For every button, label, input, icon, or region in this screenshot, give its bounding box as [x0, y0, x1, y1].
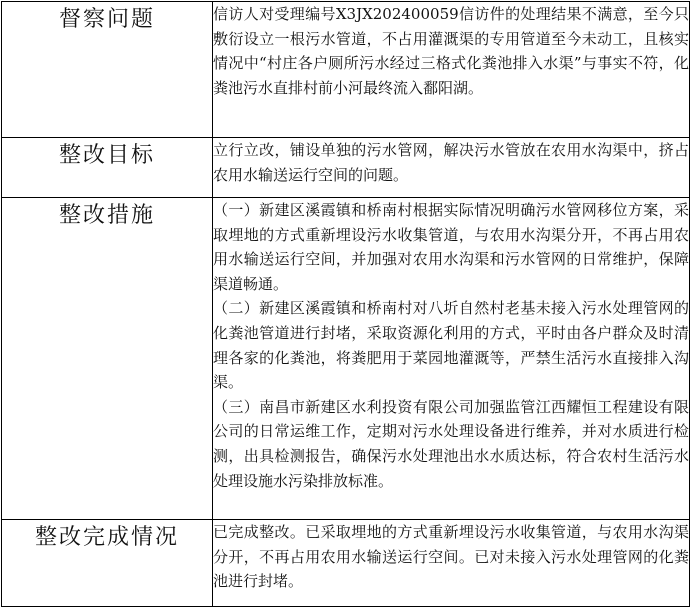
row-completion-status	[2, 520, 690, 607]
row-rectification-measures	[2, 198, 690, 520]
issue-paragraph: 信访人对受理编号X3JX202400059信访件的处理结果不满意，至今只敷衍设立一根污水管道，不占用灌溉渠的专用管道至今未动工，且核实情况中“村庄各户厕所污水经过三格式化粪池排入水渠”与事实不符，化粪池污水直排村前小河最终流入鄱阳湖。	[213, 5, 689, 97]
row-supervision-issue	[2, 2, 690, 138]
row-label-supervision-issue: 督察问题	[2, 2, 213, 138]
row-content-rectification-measures	[213, 198, 690, 520]
row-content-completion-status	[213, 520, 690, 607]
row-content-rectification-goal	[213, 138, 690, 198]
goal-paragraph: 立行立改，铺设单独的污水管网，解决污水管放在农用水沟渠中，挤占农用水输送运行空间的问题。	[213, 141, 689, 184]
completion-paragraph: 已完成整改。已采取埋地的方式重新埋设污水收集管道，与农用水沟渠分开，不再占用农用水输送运行空间。已对未接入污水处理管网的化粪池进行封堵。	[213, 523, 689, 591]
row-label-rectification-measures: 整改措施	[2, 198, 213, 520]
supervision-table	[1, 1, 690, 607]
row-rectification-goal	[2, 138, 690, 198]
measure-paragraph-3: （三）南昌市新建区水利投资有限公司加强监管江西耀恒工程建设有限公司的日常运维工作，定期对污水处理设备进行维养，并对水质进行检测，出具检测报告，确保污水处理池出水水质达标，符合农村生活污水处理设施水污染排放标准。	[213, 397, 689, 490]
measure-paragraph-2: （二）新建区溪霞镇和桥南村对八圻自然村老基未接入污水处理管网的化粪池管道进行封堵，采取资源化利用的方式，平时由各户群众及时清理各家的化粪池，将粪肥用于菜园地灌溉等，严禁生活污水直接排入沟渠。	[213, 299, 689, 392]
row-label-rectification-goal: 整改目标	[2, 138, 213, 198]
measure-paragraph-1: （一）新建区溪霞镇和桥南村根据实际情况明确污水管网移位方案，采取埋地的方式重新埋设污水收集管道，与农用水沟渠分开，不再占用农用水输送运行空间，并加强对农用水沟渠和污水管网的日常维护，保障渠道畅通。	[213, 201, 689, 293]
row-content-supervision-issue	[213, 2, 690, 138]
row-label-completion-status: 整改完成情况	[2, 520, 213, 607]
